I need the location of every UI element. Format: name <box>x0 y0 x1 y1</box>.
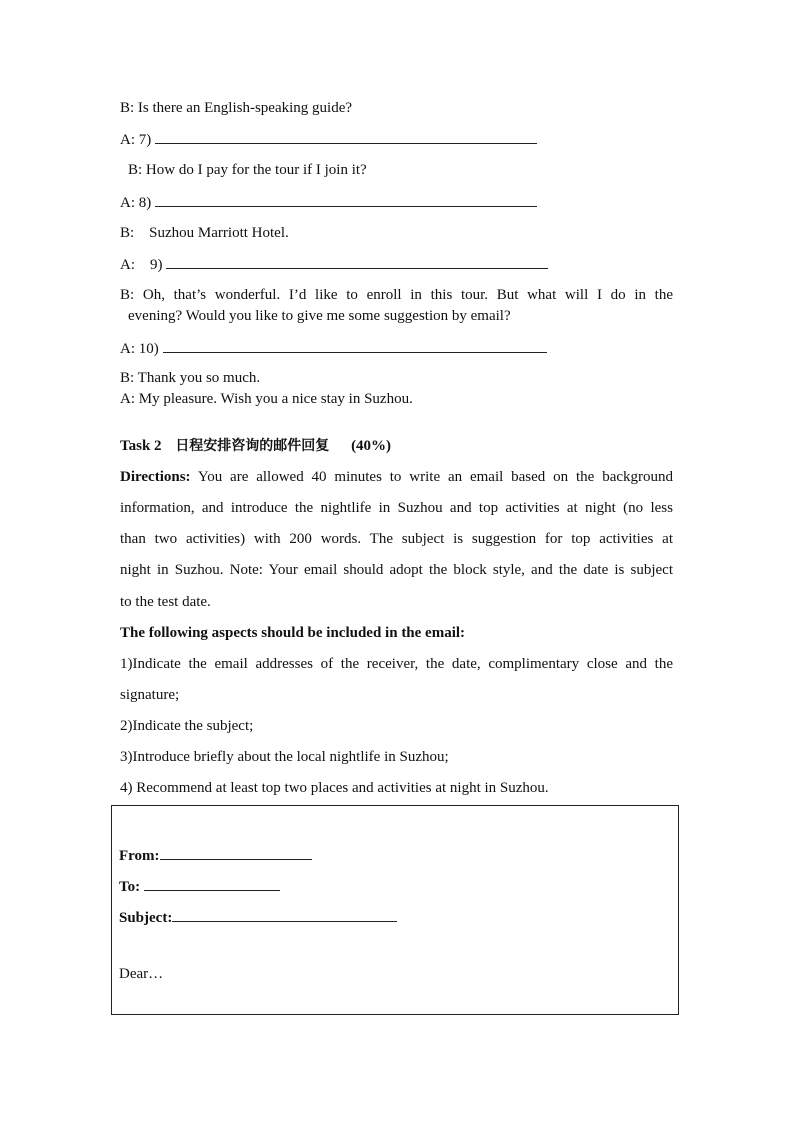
dialogue-line-b-guide: B: Is there an English-speaking guide? <box>120 100 353 116</box>
from-field[interactable] <box>160 845 312 860</box>
dialogue-line-b-thanks: B: Thank you so much. <box>120 370 261 386</box>
task2-heading <box>120 436 391 456</box>
aspect-item-1-cont: signature; <box>120 687 180 703</box>
aspect-item-2: 2)Indicate the subject; <box>120 718 254 734</box>
email-answer-box <box>111 805 679 1015</box>
dialogue-line-b-enroll: B: Oh, that’s wonderful. I’d like to enroll in this tour. But what will I do in the <box>120 287 673 303</box>
answer-blank-9[interactable] <box>166 254 548 269</box>
answer-number: A: 8) <box>120 195 152 211</box>
dialogue-line-a-10 <box>120 338 547 359</box>
subject-label: Subject: <box>119 910 173 926</box>
subject-row <box>119 907 397 928</box>
from-label: From: <box>119 848 160 864</box>
to-label: To: <box>119 879 144 895</box>
aspect-item-3: 3)Introduce briefly about the local nightlife in Suzhou; <box>120 749 449 765</box>
dialogue-line-a-7 <box>120 129 537 150</box>
directions-line-3: than two activities) with 200 words. The subject is suggestion for top activities at <box>120 531 673 547</box>
answer-blank-10[interactable] <box>163 338 547 353</box>
directions-text: You are allowed 40 minutes to write an email based on the background <box>197 469 674 485</box>
greeting: Dear… <box>119 966 164 982</box>
from-row <box>119 845 312 866</box>
answer-blank-7[interactable] <box>155 129 537 144</box>
dialogue-line-a-8 <box>120 192 537 213</box>
aspect-item-4: 4) Recommend at least top two places and activities at night in Suzhou. <box>120 780 549 796</box>
aspects-heading: The following aspects should be included in the email: <box>120 625 466 641</box>
aspect-item-1: 1)Indicate the email addresses of the receiver, the date, complimentary close and the <box>120 656 673 672</box>
directions-line-1 <box>120 467 673 487</box>
answer-number: A: 7) <box>120 132 152 148</box>
answer-blank-8[interactable] <box>155 192 537 207</box>
answer-number: A: 10) <box>120 341 159 357</box>
task2-label: Task 2 <box>120 438 162 454</box>
dialogue-line-b-hotel: B: Suzhou Marriott Hotel. <box>120 225 289 241</box>
dialogue-line-b-pay: B: How do I pay for the tour if I join it? <box>128 162 367 178</box>
subject-field[interactable] <box>172 907 397 922</box>
to-field[interactable] <box>144 876 280 891</box>
task2-weight: (40%) <box>351 438 392 454</box>
directions-line-4: night in Suzhou. Note: Your email should adopt the block style, and the date is subject <box>120 562 673 578</box>
dialogue-line-a-pleasure: A: My pleasure. Wish you a nice stay in Suzhou. <box>120 391 413 407</box>
task2-title: 日程安排咨询的邮件回复 <box>175 438 330 454</box>
dialogue-line-a-9 <box>120 254 548 275</box>
directions-line-5: to the test date. <box>120 594 211 610</box>
directions-line-2: information, and introduce the nightlife in Suzhou and top activities at night (no less <box>120 500 673 516</box>
dialogue-line-b-enroll-cont: evening? Would you like to give me some suggestion by email? <box>128 308 511 324</box>
answer-number: A: 9) <box>120 257 163 273</box>
to-row <box>119 876 280 897</box>
directions-label: Directions: <box>120 469 191 485</box>
